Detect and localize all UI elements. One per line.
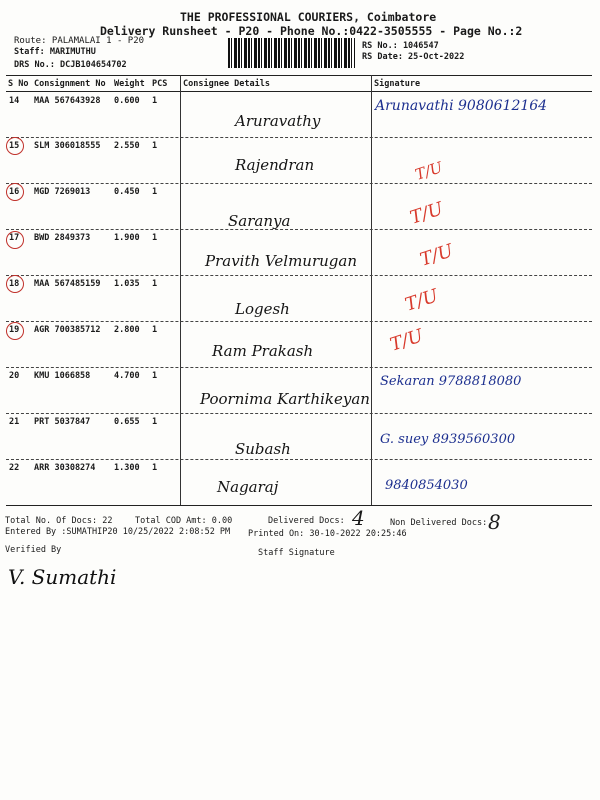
- row-divider: [6, 275, 592, 276]
- total-docs: Total No. Of Docs: 22: [5, 516, 113, 526]
- row-signature: Arunavathi 9080612164: [375, 98, 548, 114]
- col-sno: S No: [8, 79, 29, 89]
- row-consignment-no: AGR 700385712: [34, 325, 101, 335]
- row-divider: [6, 367, 592, 368]
- row-divider: [6, 459, 592, 460]
- verified-by-label: Verified By: [5, 545, 62, 555]
- row-weight: 0.600: [114, 96, 140, 106]
- row-signature: T/U: [417, 240, 456, 271]
- col-pcs: PCS: [152, 79, 168, 89]
- total-cod: Total COD Amt: 0.00: [135, 516, 233, 526]
- delivered-count: 4: [352, 506, 365, 530]
- row-pcs: 1: [152, 96, 158, 106]
- red-circle-mark: [6, 231, 24, 249]
- row-sno: 19: [9, 325, 20, 335]
- col-weight: Weight: [114, 79, 145, 89]
- row-consignee-name: Pravith Velmurugan: [205, 252, 357, 270]
- row-pcs: 1: [152, 463, 158, 473]
- row-consignment-no: MAA 567643928: [34, 96, 101, 106]
- row-sno: 18: [9, 279, 20, 289]
- header-bottom-border: [6, 91, 592, 92]
- non-delivered-label: Non Delivered Docs:: [390, 518, 488, 528]
- row-consignee-name: Saranya: [228, 212, 291, 230]
- row-sno: 14: [9, 96, 20, 106]
- staff-label: Staff: MARIMUTHU: [14, 47, 96, 57]
- row-signature: T/U: [407, 198, 446, 229]
- row-pcs: 1: [152, 279, 158, 289]
- printed-on: Printed On: 30-10-2022 20:25:46: [248, 529, 407, 539]
- row-consignee-name: Aruravathy: [235, 112, 321, 130]
- runsheet-title: Delivery Runsheet - P20 - Phone No.:0422-3505555 - Page No.:2: [100, 24, 523, 38]
- company-title: THE PROFESSIONAL COURIERS, Coimbatore: [180, 10, 437, 24]
- drs-number: DRS No.: DCJB104654702: [14, 60, 127, 70]
- row-divider: [6, 321, 592, 322]
- rs-date: RS Date: 25-Oct-2022: [362, 52, 465, 62]
- col-consignee: Consignee Details: [183, 79, 270, 89]
- row-consignee-name: Subash: [235, 440, 291, 458]
- col-consignment: Consignment No: [34, 79, 106, 89]
- red-circle-mark: [6, 137, 24, 155]
- table-top-border: [6, 75, 592, 76]
- row-consignee-name: Logesh: [235, 300, 290, 318]
- signature-column-line: [371, 75, 372, 505]
- row-weight: 2.550: [114, 141, 140, 151]
- row-sno: 17: [9, 233, 20, 243]
- table-bottom-border: [6, 505, 592, 506]
- red-circle-mark: [6, 275, 24, 293]
- row-consignee-name: Poornima Karthikeyan: [200, 390, 370, 408]
- staff-signature-label: Staff Signature: [258, 548, 335, 558]
- red-circle-mark: [6, 322, 24, 340]
- row-consignment-no: MAA 567485159: [34, 279, 101, 289]
- row-consignment-no: SLM 306018555: [34, 141, 101, 151]
- row-signature: G. suey 8939560300: [380, 432, 516, 447]
- row-weight: 0.655: [114, 417, 140, 427]
- delivered-label: Delivered Docs:: [268, 516, 345, 526]
- row-weight: 1.035: [114, 279, 140, 289]
- row-pcs: 1: [152, 141, 158, 151]
- row-weight: 1.300: [114, 463, 140, 473]
- row-consignee-name: Rajendran: [235, 156, 315, 174]
- entered-by: Entered By :SUMATHIP20 10/25/2022 2:08:52 PM: [5, 527, 231, 537]
- row-pcs: 1: [152, 371, 158, 381]
- verifier-signature: V. Sumathi: [8, 565, 117, 589]
- row-weight: 2.800: [114, 325, 140, 335]
- rs-number: RS No.: 1046547: [362, 41, 439, 51]
- row-signature: T/U: [402, 285, 441, 316]
- row-weight: 4.700: [114, 371, 140, 381]
- row-consignment-no: BWD 2849373: [34, 233, 91, 243]
- barcode-image: [228, 38, 355, 68]
- row-pcs: 1: [152, 417, 158, 427]
- row-sno: 15: [9, 141, 20, 151]
- red-circle-mark: [6, 183, 24, 201]
- row-sno: 22: [9, 463, 20, 473]
- row-signature: T/U: [387, 325, 426, 356]
- row-signature: T/U: [412, 158, 445, 184]
- row-pcs: 1: [152, 325, 158, 335]
- row-divider: [6, 229, 592, 230]
- row-divider: [6, 137, 592, 138]
- row-pcs: 1: [152, 233, 158, 243]
- row-sno: 20: [9, 371, 20, 381]
- row-consignment-no: MGD 7269013: [34, 187, 91, 197]
- row-signature: 9840854030: [385, 478, 468, 493]
- col-signature: Signature: [374, 79, 421, 89]
- row-weight: 0.450: [114, 187, 140, 197]
- route-label: Route: PALAMALAI 1 - P20: [14, 36, 145, 46]
- row-consignment-no: KMU 1066858: [34, 371, 91, 381]
- row-divider: [6, 413, 592, 414]
- row-divider: [6, 183, 592, 184]
- row-weight: 1.900: [114, 233, 140, 243]
- row-sno: 16: [9, 187, 20, 197]
- row-consignment-no: PRT 5037847: [34, 417, 91, 427]
- row-pcs: 1: [152, 187, 158, 197]
- row-consignment-no: ARR 30308274: [34, 463, 96, 473]
- row-sno: 21: [9, 417, 20, 427]
- row-signature: Sekaran 9788818080: [380, 374, 522, 389]
- row-consignee-name: Nagaraj: [217, 478, 279, 496]
- consignee-column-line: [180, 75, 181, 505]
- row-consignee-name: Ram Prakash: [212, 342, 314, 360]
- non-delivered-count: 8: [488, 510, 501, 534]
